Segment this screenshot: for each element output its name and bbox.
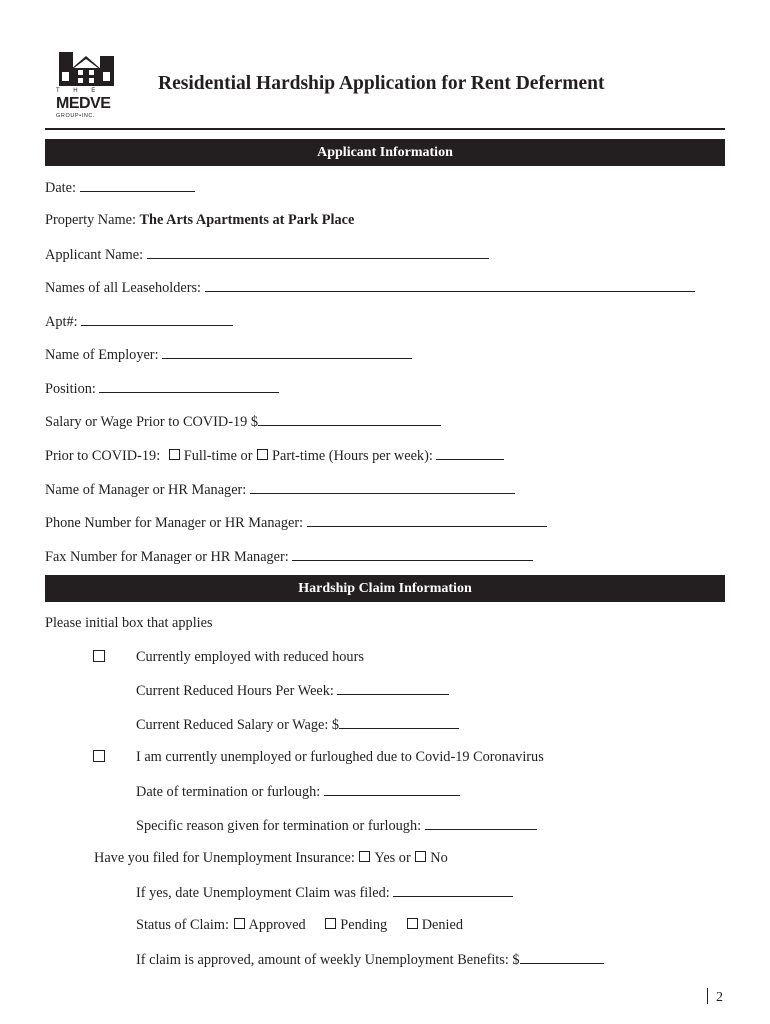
manager-field[interactable]	[250, 480, 515, 494]
apt-label: Apt#:	[45, 314, 78, 330]
claim-status-row	[136, 916, 463, 934]
fax-field[interactable]	[292, 547, 533, 561]
medve-logo	[56, 50, 118, 122]
property-value: The Arts Apartments at Park Place	[139, 212, 355, 228]
date-label: Date:	[45, 180, 76, 196]
section-header-hardship: Hardship Claim Information	[45, 575, 725, 602]
claim-status-label: Status of Claim:	[136, 917, 229, 933]
filed-question-label: Have you filed for Unemployment Insurance:	[94, 850, 355, 866]
claim-date-label: If yes, date Unemployment Claim was filed:	[136, 885, 390, 901]
pending-checkbox[interactable]	[325, 918, 336, 929]
section-header-applicant: Applicant Information	[45, 139, 725, 166]
manager-row	[45, 480, 515, 499]
date-field[interactable]	[80, 178, 195, 192]
denied-checkbox[interactable]	[407, 918, 418, 929]
date-row	[45, 178, 195, 197]
approved-label: Approved	[248, 917, 306, 933]
position-row	[45, 379, 279, 398]
employer-field[interactable]	[162, 345, 412, 359]
termination-reason-field[interactable]	[425, 816, 537, 830]
salary-label: Salary or Wage Prior to COVID-19 $	[45, 414, 259, 430]
benefits-label: If claim is approved, amount of weekly Unemployment Benefits: $	[136, 952, 520, 968]
page-number	[707, 988, 723, 1006]
fax-row	[45, 547, 533, 566]
employer-label: Name of Employer:	[45, 347, 159, 363]
logo-name-text: MEDVE	[56, 95, 111, 112]
employer-row	[45, 345, 412, 364]
current-salary-row	[136, 715, 459, 734]
manager-label: Name of Manager or HR Manager:	[45, 482, 247, 498]
claim-date-field[interactable]	[393, 883, 513, 897]
benefits-field[interactable]	[520, 950, 604, 964]
position-field[interactable]	[99, 379, 279, 393]
denied-label: Denied	[421, 917, 464, 933]
property-row	[45, 211, 354, 229]
logo-the-text: T H E	[56, 88, 102, 94]
employment-type-row	[45, 446, 504, 465]
reduced-hours-label: Currently employed with reduced hours	[136, 649, 364, 665]
prior-covid-label: Prior to COVID-19:	[45, 448, 161, 464]
phone-row	[45, 513, 547, 532]
part-time-checkbox[interactable]	[257, 449, 268, 460]
approved-checkbox[interactable]	[234, 918, 245, 929]
fax-label: Fax Number for Manager or HR Manager:	[45, 549, 289, 565]
leaseholders-label: Names of all Leaseholders:	[45, 280, 202, 296]
no-checkbox[interactable]	[415, 851, 426, 862]
applicant-name-field[interactable]	[147, 245, 489, 259]
unemployed-label: I am currently unemployed or furloughed due to Covid-19 Coronavirus	[136, 749, 544, 765]
header-divider	[45, 128, 725, 130]
termination-reason-label: Specific reason given for termination or furlough:	[136, 818, 422, 834]
current-hours-label: Current Reduced Hours Per Week:	[136, 683, 334, 699]
current-salary-field[interactable]	[339, 715, 459, 729]
house-logo-icon	[56, 50, 118, 90]
hardship-instruction: Please initial box that applies	[45, 615, 213, 631]
applicant-name-row	[45, 245, 489, 264]
pending-label: Pending	[340, 917, 388, 933]
yes-label: Yes or	[374, 850, 411, 866]
document-title: Residential Hardship Application for Rent Deferment	[158, 73, 605, 94]
current-hours-row	[136, 681, 449, 700]
reduced-hours-checkbox[interactable]	[93, 650, 105, 662]
unemployment-insurance-row	[94, 849, 448, 867]
claim-date-row	[136, 883, 513, 902]
termination-date-label: Date of termination or furlough:	[136, 784, 321, 800]
full-time-checkbox[interactable]	[169, 449, 180, 460]
salary-field[interactable]	[258, 412, 441, 426]
applicant-name-label: Applicant Name:	[45, 247, 144, 263]
phone-label: Phone Number for Manager or HR Manager:	[45, 515, 304, 531]
part-time-label: Part-time (Hours per week):	[272, 448, 433, 464]
current-hours-field[interactable]	[337, 681, 449, 695]
yes-checkbox[interactable]	[359, 851, 370, 862]
position-label: Position:	[45, 381, 96, 397]
benefits-row	[136, 950, 604, 969]
apt-field[interactable]	[81, 312, 233, 326]
logo-group-text: GROUP•INC.	[56, 113, 96, 119]
salary-row	[45, 412, 441, 431]
phone-field[interactable]	[307, 513, 547, 527]
full-time-label: Full-time or	[183, 448, 253, 464]
unemployed-checkbox[interactable]	[93, 750, 105, 762]
termination-date-row	[136, 782, 460, 801]
page-number-text: 2	[716, 990, 723, 1005]
apt-row	[45, 312, 233, 331]
no-label: No	[430, 850, 448, 866]
leaseholders-field[interactable]	[205, 278, 695, 292]
termination-reason-row	[136, 816, 537, 835]
leaseholders-row	[45, 278, 695, 297]
property-label: Property Name:	[45, 212, 136, 228]
termination-date-field[interactable]	[324, 782, 460, 796]
current-salary-label: Current Reduced Salary or Wage: $	[136, 717, 340, 733]
page-number-divider	[707, 988, 708, 1004]
hours-per-week-field[interactable]	[436, 446, 504, 460]
